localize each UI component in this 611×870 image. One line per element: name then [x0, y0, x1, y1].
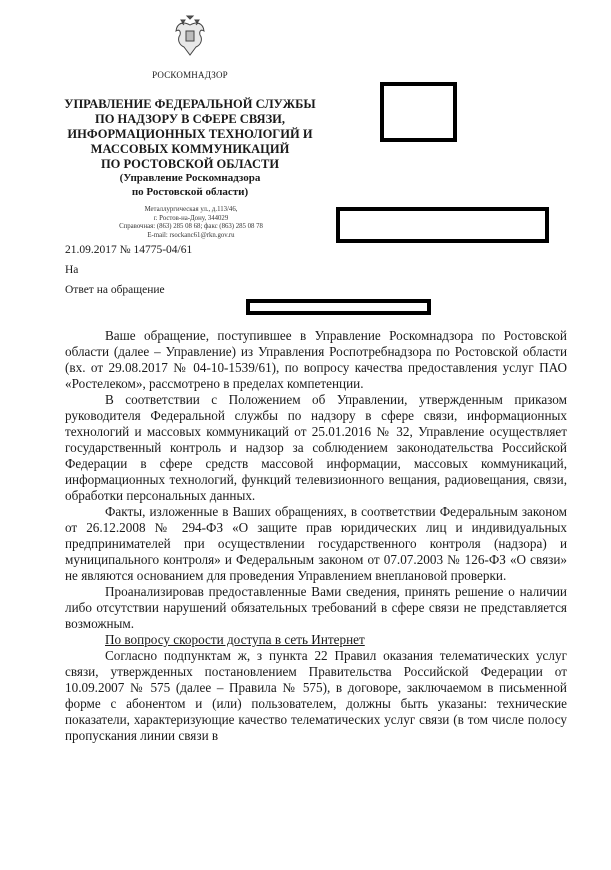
address-line: Металлургическая ул., д.113/46, — [144, 206, 238, 213]
agency-name-line: ПО НАДЗОРУ В СФЕРЕ СВЯЗИ, — [94, 112, 286, 126]
agency-name-line: УПРАВЛЕНИЕ ФЕДЕРАЛЬНОЙ СЛУЖБЫ — [64, 97, 316, 111]
letter-body — [65, 328, 567, 744]
redacted-recipient-block — [380, 82, 457, 142]
section-heading: По вопросу скорости доступа в сеть Интернет — [105, 632, 365, 647]
reply-subject: Ответ на обращение — [65, 284, 165, 296]
agency-contacts — [86, 206, 296, 240]
body-paragraph: Согласно подпунктам ж, з пункта 22 Правил оказания телематических услуг связи, утвержденных постановлением Правительства Российской Федерации от 10.09.2007 № 575 (далее – Правила № 575), в договоре, заключаемом в письменной форме с абонентом и (или) пользователем, должны быть указаны: технические показатели, характеризующие качество телематических услуг связи (в том числе полосу пропускания линии связи в — [65, 648, 567, 743]
email-line: E-mail: rsockanc61@rkn.gov.ru — [147, 231, 235, 239]
body-paragraph: Ваше обращение, поступившее в Управление Роскомнадзора по Ростовской области (далее – Управление) из Управления Роспотребнадзора по Ростовской области (вх. от 29.08.2017 № 04-10-1539/61), по вопросу качества предоставления услуг ПАО «Ростелеком», рассмотрено в пределах компетенции. — [65, 328, 567, 391]
city-line: г. Ростов-на-Дону, 344029 — [153, 214, 229, 222]
agency-name-line: ПО РОСТОВСКОЙ ОБЛАСТИ — [100, 157, 280, 171]
agency-name-line: ИНФОРМАЦИОННЫХ ТЕХНОЛОГИЙ И — [67, 127, 313, 141]
body-paragraph: В соответствии с Положением об Управлении, утвержденным приказом руководителя Федеральной службы по надзору в сфере связи, информационных технологий и массовых коммуникаций от 25.01.2016 № 32, Управление осуществляет государственный контроль и надзор за соблюдением законодательства Российской Федерации в сфере средств массовой информации, массовых коммуникаций, информационных технологий, функций телевизионного вещания, радиовещания, связи, обработки персональных данных. — [65, 392, 567, 503]
phone-line: Справочная: (863) 285 08 68; факс (863) 285 08 78 — [119, 223, 263, 231]
coat-of-arms-emblem — [173, 15, 207, 57]
reference-na: На — [65, 264, 79, 276]
body-paragraph: Проанализировав предоставленные Вами сведения, принять решение о наличии либо отсутствии нарушений обязательных требований в сфере связи не представляется возможным. — [65, 584, 567, 631]
redacted-addressee-name — [246, 299, 431, 315]
agency-full-name — [60, 97, 320, 172]
body-paragraph: Факты, изложенные в Ваших обращениях, в соответствии Федеральным законом от 26.12.2008 № 294-ФЗ «О защите прав юридических лиц и индивидуальных предпринимателей при осуществлении государственного контроля (надзора) и муниципального контроля» и Федеральным законом от 07.07.2003 № 126-ФЗ «О связи» не являются основанием для проведения Управлением внеплановой проверки. — [65, 504, 567, 583]
agency-abbrev-line: (Управление Роскомнадзора — [119, 172, 261, 184]
agency-short-name: РОСКОМНАДЗОР — [152, 70, 228, 80]
agency-abbrev-name — [60, 172, 320, 199]
document-date-number: 21.09.2017 № 14775-04/61 — [65, 244, 193, 256]
redacted-recipient-address — [336, 207, 549, 243]
agency-name-line: МАССОВЫХ КОММУНИКАЦИЙ — [90, 142, 290, 156]
agency-abbrev-line: по Ростовской области) — [131, 185, 249, 198]
